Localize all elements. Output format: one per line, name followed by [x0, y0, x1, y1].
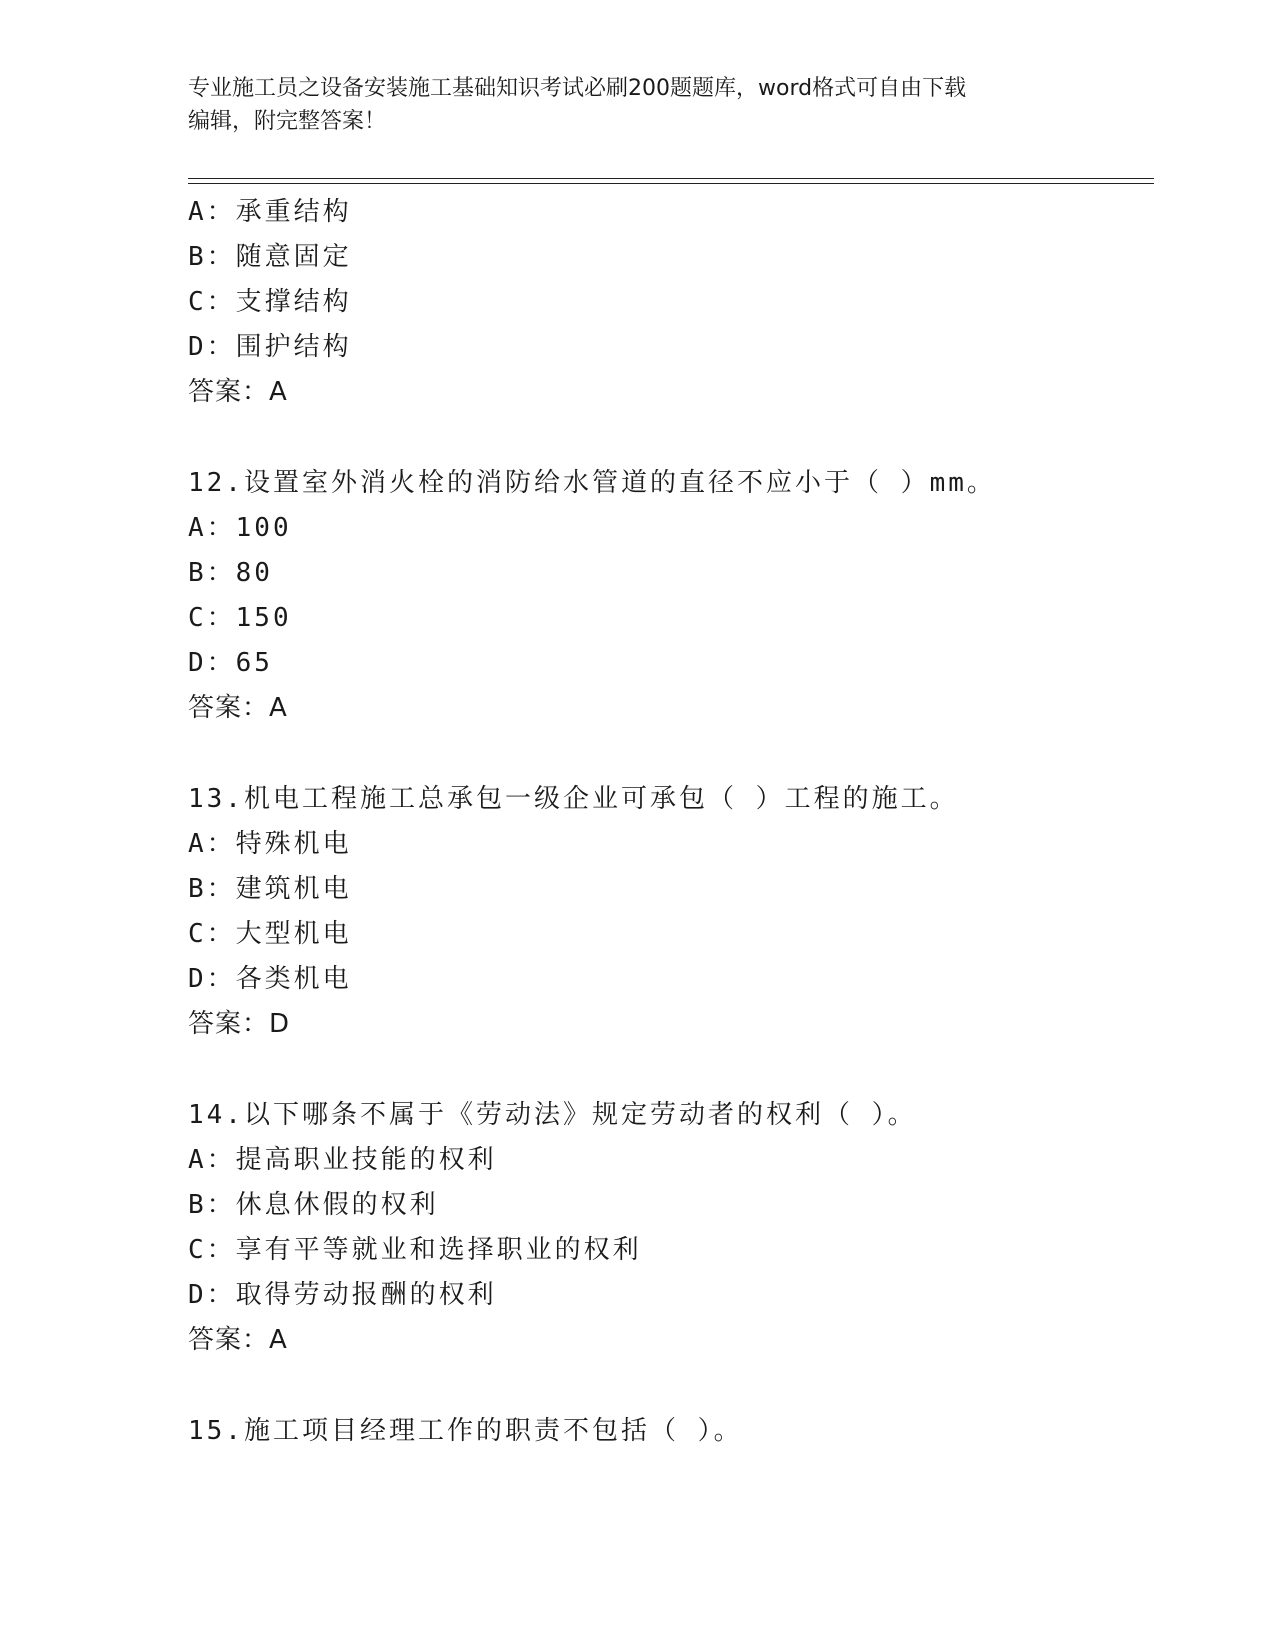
answer: 答案：D — [188, 1009, 291, 1039]
option-b: B：休息休假的权利 — [188, 1190, 439, 1220]
option-a: A：特殊机电 — [188, 829, 352, 859]
header-line-2: 编辑，附完整答案！ — [188, 109, 387, 134]
answer: 答案：A — [188, 1325, 288, 1355]
question-13: 13.机电工程施工总承包一级企业可承包（ ）工程的施工。 — [188, 784, 959, 814]
option-a: A：提高职业技能的权利 — [188, 1145, 497, 1175]
option-d: D：65 — [188, 648, 273, 678]
option-a: A：100 — [188, 513, 292, 543]
option-d: D：取得劳动报酬的权利 — [188, 1280, 497, 1310]
option-b: B：随意固定 — [188, 242, 352, 272]
answer: 答案：A — [188, 377, 288, 407]
option-b: B：建筑机电 — [188, 874, 352, 904]
question-12: 12.设置室外消火栓的消防给水管道的直径不应小于（ ）mm。 — [188, 468, 996, 498]
option-c: C：享有平等就业和选择职业的权利 — [188, 1235, 642, 1265]
option-d: D：围护结构 — [188, 332, 352, 362]
answer: 答案：A — [188, 693, 288, 723]
question-15: 15.施工项目经理工作的职责不包括（ ）。 — [188, 1416, 743, 1446]
document-header — [188, 72, 1088, 138]
option-b: B：80 — [188, 558, 273, 588]
option-c: C：大型机电 — [188, 919, 352, 949]
option-a: A：承重结构 — [188, 197, 352, 227]
header-line-1: 专业施工员之设备安装施工基础知识考试必刷200题题库，word格式可自由下载 — [188, 76, 967, 101]
option-c: C：150 — [188, 603, 292, 633]
question-14: 14.以下哪条不属于《劳动法》规定劳动者的权利（ ）。 — [188, 1100, 917, 1130]
header-divider-bottom — [188, 183, 1154, 184]
header-divider-top — [188, 178, 1154, 179]
option-d: D：各类机电 — [188, 964, 352, 994]
option-c: C：支撑结构 — [188, 287, 352, 317]
